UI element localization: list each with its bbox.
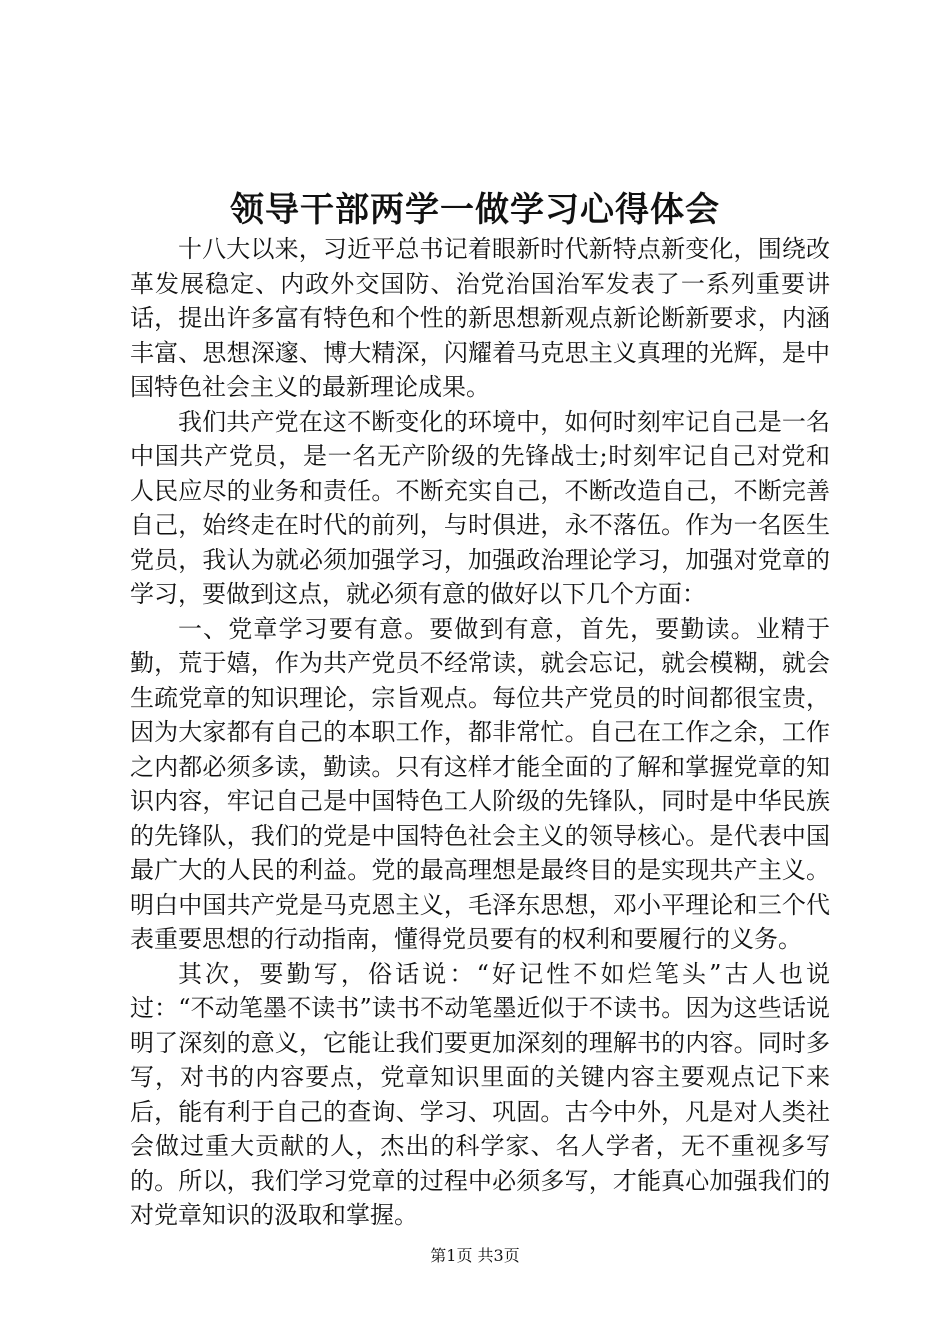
document-body	[130, 232, 830, 1233]
paragraph: 一、党章学习要有意。要做到有意，首先，要勤读。业精于勤，荒于嬉，作为共产党员不经常读，就会忘记，就会模糊，就会生疏党章的知识理论，宗旨观点。每位共产党员的时间都很宝贵，因为大家都有自己的本职工作，都非常忙。自己在工作之余，工作之内都必须多读，勤读。只有这样才能全面的了解和掌握党章的知识内容，牢记自己是中国特色工人阶级的先锋队，同时是中华民族的先锋队，我们的党是中国特色社会主义的领导核心。是代表中国最广大的人民的利益。党的最高理想是最终目的是实现共产主义。明白中国共产党是马克恩主义，毛泽东思想，邓小平理论和三个代表重要思想的行动指南，懂得党员要有的权利和要履行的义务。	[130, 614, 830, 953]
paragraph: 其次，要勤写，俗话说：“好记性不如烂笔头”古人也说过：“不动笔墨不读书”读书不动笔墨近似于不读书。因为这些话说明了深刻的意义，它能让我们要更加深刻的理解书的内容。同时多写，对书的内容要点，党章知识里面的关键内容主要观点记下来后，能有利于自己的查询、学习、巩固。古今中外，凡是对人类社会做过重大贡献的人，杰出的科学家、名人学者，无不重视多写的。所以，我们学习党章的过程中必须多写，才能真心加强我们的对党章知识的汲取和掌握。	[130, 959, 830, 1229]
paragraph: 我们共产党在这不断变化的环境中，如何时刻牢记自己是一名中国共产党员，是一名无产阶级的先锋战士;时刻牢记自己对党和人民应尽的业务和责任。不断充实自己，不断改造自己，不断完善自己，始终走在时代的前列，与时俱进，永不落伍。作为一名医生党员，我认为就必须加强学习，加强政治理论学习，加强对党章的学习，要做到这点，就必须有意的做好以下几个方面：	[130, 407, 830, 608]
page-number-footer: 第1页 共3页	[430, 1246, 520, 1265]
paragraph: 十八大以来，习近平总书记着眼新时代新特点新变化，围绕改革发展稳定、内政外交国防、治党治国治军发表了一系列重要讲话，提出许多富有特色和个性的新思想新观点新论断新要求，内涵丰富、思想深邃、博大精深，闪耀着马克思主义真理的光辉，是中国特色社会主义的最新理论成果。	[130, 235, 830, 401]
document-title: 领导干部两学一做学习心得体会	[230, 190, 720, 230]
